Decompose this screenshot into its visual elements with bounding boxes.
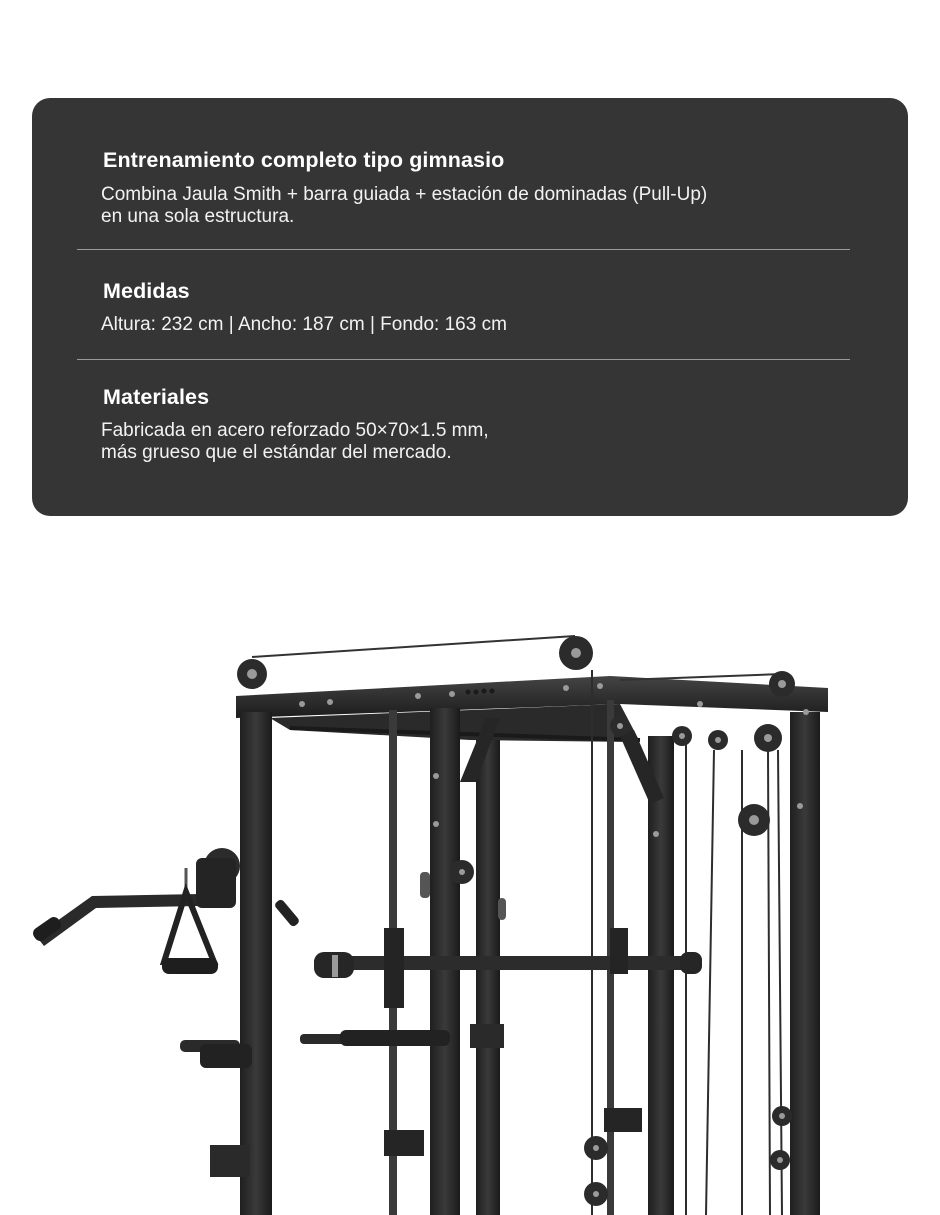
spec-text-training-line-2: en una sola estructura.	[101, 206, 295, 227]
spec-title-materials: Materiales	[103, 385, 210, 409]
pulley-icon	[708, 730, 728, 750]
spec-title-dimensions: Medidas	[103, 279, 190, 303]
pulley-icon	[772, 1106, 792, 1126]
divider	[77, 359, 850, 360]
spec-text-dimensions: Altura: 232 cm | Ancho: 187 cm | Fondo: 163 cm	[101, 314, 507, 335]
rear-upright	[476, 740, 500, 1215]
pulley-icon	[237, 659, 267, 689]
top-cable	[252, 636, 575, 657]
far-right-upright	[790, 712, 820, 1215]
spec-title-training: Entrenamiento completo tipo gimnasio	[103, 148, 505, 172]
smith-bar	[314, 928, 702, 1008]
pulley-icon	[770, 1150, 790, 1170]
spec-text-materials-line-1: Fabricada en acero reforzado 50×70×1.5 mm,	[101, 420, 489, 441]
spec-card	[32, 98, 908, 516]
pulley-icon	[559, 636, 593, 670]
pulley-icon	[584, 1182, 608, 1206]
pulley-icon	[754, 724, 782, 752]
pulley-icon	[738, 804, 770, 836]
pulley-icon	[769, 671, 795, 697]
smith-machine-image	[0, 600, 940, 1215]
pulley-icon	[584, 1136, 608, 1160]
left-upright	[240, 712, 272, 1215]
spec-text-training-line-1: Combina Jaula Smith + barra guiada + estación de dominadas (Pull-Up)	[101, 184, 708, 205]
right-upright	[648, 736, 674, 1215]
pulley-icon	[610, 716, 630, 736]
divider	[77, 249, 850, 250]
spec-text-materials-line-2: más grueso que el estándar del mercado.	[101, 442, 452, 463]
pulley-icon	[672, 726, 692, 746]
pulley-icon	[450, 860, 474, 884]
